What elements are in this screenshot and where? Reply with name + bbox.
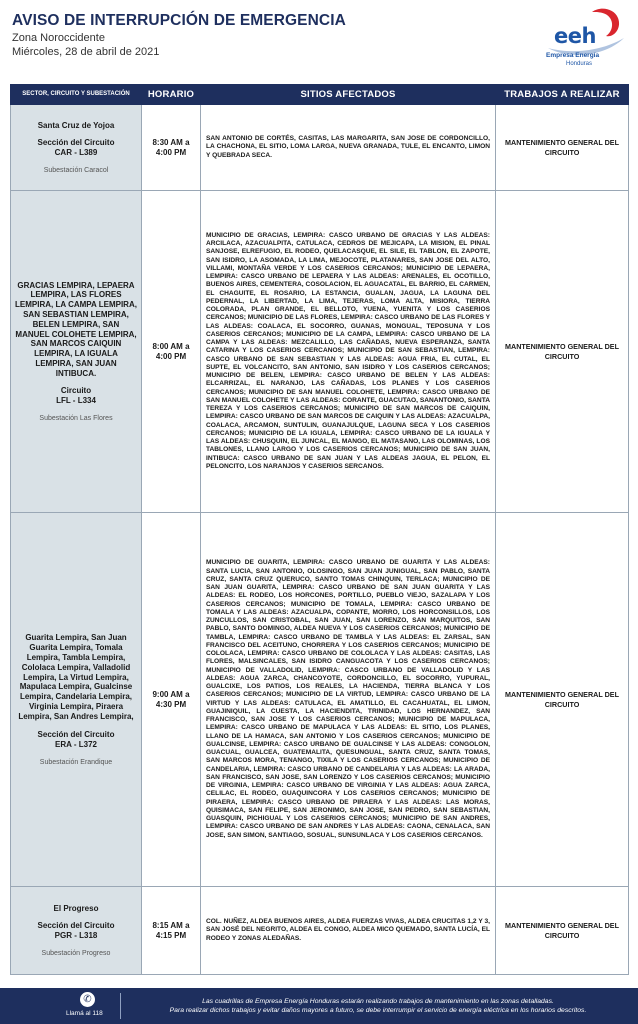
date-label: Miércoles, 28 de abril de 2021 <box>12 46 160 58</box>
schedule-end: 4:15 PM <box>155 930 187 940</box>
table-row <box>11 887 629 975</box>
sector-name: Santa Cruz de Yojoa <box>37 120 115 130</box>
substation-name: Subestación Progreso <box>41 950 111 958</box>
header-sites: SITIOS AFECTADOS <box>201 85 496 105</box>
table-row <box>11 105 629 191</box>
substation-name: Subestación Erandique <box>39 758 113 766</box>
sites-cell: MUNICIPIO DE GUARITA, LEMPIRA: CASCO URBANO DE GUARITA Y LAS ALDEAS: SANTA LUCIA, SAN ANTONIO, OLOSINGO, SAN JUAN JUNIGUAL, SAN PABLO, SANTA CRUZ, SANTA CRUZ QUERUCO, SANTO TOMAS CHINQUIN, TERLACA; MUNICIPIO DE SAN JUAN GUARITA, LEMPIRA: CASCO URBANO DE SAN JUAN GUARITA Y LAS ALDEAS: EL RODEO, LOS HORCONES, PORTILLO, PUEBLO VIEJO, SAZALAPA Y LOS CASERIOS CERCANOS; MUNICIPIO DE TOMALA, LEMPIRA: CASCO URBANO DE TOMALA Y LAS ALDEAS: AZACUALPA, COPANTE, MORRO, LOS HORCONSILLOS, LOS ZUNCULLOS, SAN CRISTOBAL, SAN JUAN, SAN LORENZO, SAN MARQUITOS, SAN PABLO, SANTO DOMINGO, ALDEA NUEVA Y LOS CASERIOS CERCANOS; MUNICIPIO DE TAMBLA, LEMPIRA: CASCO URBANO DE TAMBLA Y LAS ALDEAS: EL ZARSAL, SAN FRANCISCO DEL ACEITUNO, CHORRERA Y LOS CASERIOS CERCANOS; MUNICIPIO DE COLOLACA, LEMPIRA: CASCO URBANO DE COLOLACA Y LAS ALDEAS: CASITAS, LAS FLORES, MALSINCALES, SAN ISIDRO CANGUACOTA Y LOS CASERIOS CERCANOS; MUNICIPIO DE VALLADOLID, LEMPIRA: CASCO URBANO DE VALLADOLID Y LAS ALDEAS: AGUA ZARCA, CHANCOYOTE, CORDONCILLO, EL SOCORRO, YUPURAL, GUALCIXE, LOS PATIOS, LOS REALES, LA HACIENDA, TIERRA BLANCA Y LOS CASERIOS CERCANOS; MUNICIPIO DE LA VIRTUD, LEMPIRA: CASCO URBANO DE LA VIRTUD Y LAS ALDEAS: CATULACA, EL AMATILLO, EL CACAHUATAL, EL LIMON, GUAJINIQUIL, LA CUESTA, LA HACIENDITA, TRINIDAD, LOS HERNANDEZ, SAN FRANCISCO, SAN JOSE Y LOS CASERIOS CERCANOS; MUNICIPIO DE MAPULACA, LEMPIRA: CASCO URBANO DE MAPULACA Y LAS ALDEAS: EL SITIO, LOS PLANES, LLANO DE LA HAMACA, SAN ANTONIO Y LOS CASERIOS CERCANOS; MUNICIPIO DE GUALCINSE, LEMPIRA: CASCO URBANO DE GUALCINSE Y LAS ALDEAS: CONGOLON, GUACUAL, GUALCEA, GUATEMALITA, QUESUNGUAL, SANTA CRUZ, SANTA TOMAS, SAN MARCOS MORA, TENANGO, TIXILA Y LOS CASERIOS CERCANOS; MUNICIPIO DE CANDELARIA, LEMPIRA: CASCO URBANO DE CANDELARIA Y LAS ALDEAS: LA ARADA, SAN FRANCISCO, SAN JOSE, SAN LORENZO Y LOS CASERIOS CERCANOS; MUNICIPIO DE VIRGINIA, LEMPIRA: CASCO URBANO DE VIRGINIA Y LAS ALDEAS: AGUA ZARCA, CELILAC, EL RODEO, GUAQUINCORA Y LOS CASERIOS CERCANOS; MUNICIPIO DE PIRAERA, LEMPIRA: CASCO URBANO DE PIRAERA Y LAS ALDEAS: LAS MORAS, QUISIMACA, SAN FELIPE, SAN JERONIMO, SAN JOSE, SAN PEDRO, SAN SEBASTIAN, GUASQUIN, PICHIGUAL Y LOS CASERIOS CERCANOS; MUNICIPIO DE SAN ANDRES, LEMPIRA: CASCO URBANO DE SAN ANDRES Y LAS ALDEAS: CAONA, CENALACA, SAN JOSE, SAN SIMON, SANTIAGO, SOSUAL, SUNSUNLACA Y LOS CASERIOS CERCANOS. <box>201 513 496 887</box>
schedule-cell <box>142 887 201 975</box>
sites-cell: MUNICIPIO DE GRACIAS, LEMPIRA: CASCO URBANO DE GRACIAS Y LAS ALDEAS: ARCILACA, AZACUALPITA, CATULACA, CEDROS DE MEJICAPA, LA MISION, EL PINAL SANJOSE, ELREFUGIO, EL RODEO, QUELACASQUE, EL SILE, EL TABLON, EL ZAPOTE, SAN ISIDRO, LA ASOMADA, LA LIMA, MEJOCOTE, PLATANARES, SAN JOSE DEL ALTO, VILLAMI, MONTAÑA VERDE Y LOS CASERIOS CERCANOS; MUNICIPIO DE LEPAERA, LEMPIRA: CASCO URBANO DE LEPAERA Y LAS ALDEAS: ARENALES, EL OCOTILLO, BUENOS AIRES, CEMENTERA, COSOLACION, EL AGUACATAL, EL BARRIO, EL CARMEN, EL CHAGUITE, EL ROSARIO, LA ESTANCIA, GUALAN, JAGUA, LA LAGUNA DEL PEDERNAL, LA LIBERTAD, LA LIMA, TEJERAS, LOMA ALTA, MISIORA, TIERRA COLORADA, PLAN GRANDE, EL BELLOTO, YUENA, YUENITA Y LOS CASERIOS CERCANOS; MUNICIPIO DE LAS FLORES, LEMPIRA: CASCO URBANO DE LAS FLORES Y LAS ALDEAS: COALACA, EL SOCORRO, GUANAS, MONGUAL, TEPOSUNA Y LOS CASERIOS CERCANOS; MUNICIPIO DE LA CAMPA, LEMPIRA: CASCO URBANO DE LA CAMPA Y LAS ALDEAS: MEZCALILLO, LAS CAÑADAS, NUEVA ESPERANZA, SANTA CATARINA Y LOS CASERIOS CERCANOS; MUNICIPIO DE SAN SEBASTIAN, LEMPIRA: CASCO URBANO DE SAN SEBASTIAN Y LAS ALDEAS: AGUA FRIA, EL CUTAL, EL SUPTE, EL VOLCANCITO, SAN ANTONIO, SAN ISIDRO Y LOS CASERIOS CERCANOS; MUNICIPIO DE BELEN, LEMPIRA: CASCO URBANO DE BELEN Y LAS ALDEAS: ELCARRIZAL, EL NARANJO, LAS CAÑADAS, LOS PLANES Y LOS CASERIOS CERCANOS; MUNICIPIO DE SAN MANUEL COLOHETE, LEMPIRA: CASCO URBANO DE SAN MANUEL COLOHETE Y LAS ALDEAS: CORANTE, GUACUTAO, SANANTONIO, SANTA TEREZA Y LOS CASERIOS CERCANOS; MUNICIPIO DE SAN MARCOS DE CAIQUIN, LEMPIRA: CASCO URBANO DE SAN MARCOS DE CAIQUIN Y LAS ALDEAS: AZACUALPA, COALACA, ARCAMON, SUNTULIN, GUANAJULQUE, LAGUNA SECA Y LOS CASERIOS CERCANOS; MUNICIPIO DE LA IGUALA, LEMPIRA: CASCO URBANO DE LA IGUALA Y LAS ALDEAS: CHUSQUIN, EL JUNCAL, EL MANGO, EL MATASANO, LAS OLOMINAS, LOS TABLONES, LLANO LARGO Y LOS CASERIOS CERCANOS; MUNICIPIO DE SAN JUAN, INTIBUCA: CASCO URBANO DE SAN JUAN Y LAS ALDEAS JAGUA, EL PELON, EL PELONCITO, LOS NARANJOS Y CASERIOS SERCANOS. <box>201 191 496 513</box>
phone-icon: ✆ <box>80 992 95 1007</box>
sites-cell: SAN ANTONIO DE CORTÉS, CASITAS, LAS MARGARITA, SAN JOSE DE CORDONCILLO, LA CHACHONA, EL SITIO, LOMA LARGA, NUEVA GRANADA, TULE, EL ENCANTO, LIMON Y QUEBRADA SECA. <box>201 105 496 191</box>
circuit-label: Sección del Circuito <box>37 138 115 148</box>
footer-divider <box>120 993 121 1019</box>
sector-cell <box>11 105 142 191</box>
schedule-end: 4:00 PM <box>155 351 187 361</box>
circuit-label: Sección del Circuito <box>37 921 115 931</box>
zone-label: Zona Noroccidente <box>12 32 105 44</box>
page-title: AVISO DE INTERRUPCIÓN DE EMERGENCIA <box>12 12 346 29</box>
footer-line2: Para realizar dichos trabajos y evitar daños mayores a futuro, se debe interrumpir el servicio de energía eléctrica en los horarios descritos. <box>169 1007 587 1014</box>
circuit-code: PGR - L318 <box>54 931 98 941</box>
header-sector: SECTOR, CIRCUITO Y SUBESTACIÓN <box>11 85 142 105</box>
schedule-cell <box>142 105 201 191</box>
eeh-logo <box>540 6 630 72</box>
work-cell: MANTENIMIENTO GENERAL DEL CIRCUITO <box>496 105 629 191</box>
table-row <box>11 513 629 887</box>
sector-name: El Progreso <box>53 903 99 913</box>
schedule-start: 9:00 AM a <box>152 689 190 699</box>
table-row <box>11 191 629 513</box>
sector-cell <box>11 887 142 975</box>
schedule-end: 4:00 PM <box>155 147 187 157</box>
interruption-table <box>10 84 629 975</box>
work-cell: MANTENIMIENTO GENERAL DEL CIRCUITO <box>496 191 629 513</box>
sector-cell <box>11 191 142 513</box>
logo-line1: Empresa Energía <box>546 52 600 59</box>
schedule-end: 4:30 PM <box>155 699 187 709</box>
work-cell: MANTENIMIENTO GENERAL DEL CIRCUITO <box>496 513 629 887</box>
schedule-start: 8:15 AM a <box>152 920 190 930</box>
circuit-code: LFL - L334 <box>56 396 96 406</box>
circuit-label: Sección del Circuito <box>37 729 115 739</box>
schedule-cell <box>142 191 201 513</box>
footer-line1: Las cuadrillas de Empresa Energía Honduras estarán realizando trabajos de mantenimiento en las zonas detalladas. <box>202 998 554 1005</box>
call-118-label: Llamá al 118 <box>66 1010 103 1017</box>
header-schedule: HORARIO <box>142 85 201 105</box>
substation-name: Subestación Caracol <box>43 167 109 175</box>
footer <box>0 988 638 1024</box>
work-cell: MANTENIMIENTO GENERAL DEL CIRCUITO <box>496 887 629 975</box>
circuit-code: CAR - L389 <box>54 148 98 158</box>
footer-notice <box>128 997 628 1015</box>
table-header-row <box>11 85 629 105</box>
header <box>0 0 638 80</box>
circuit-label: Circuito <box>60 386 92 396</box>
logo-text: eeh <box>554 24 596 48</box>
sector-cell <box>11 513 142 887</box>
schedule-cell <box>142 513 201 887</box>
sector-name: Guarita Lempira, San Juan Guarita Lempira, Tomala Lempira, Tambla Lempira, Cololaca Lempira, Valladolid Lempira, La Virtud Lempira, Mapulaca Lempira, Gualcinse Lempira, Candelaria Lempira, Virginia Lempira, Piraera Lempira, San Andres Lempira, <box>18 633 134 721</box>
substation-name: Subestación Las Flores <box>39 415 113 423</box>
logo-line2: Honduras <box>566 61 593 67</box>
sector-name: GRACIAS LEMPIRA, LEPAERA LEMPIRA, LAS FLORES LEMPIRA, LA CAMPA LEMPIRA, SAN SEBASTIAN LEMPIRA, BELEN LEMPIRA, SAN MANUEL COLOHETE LEMPIRA, SAN MARCOS CAIQUIN LEMPIRA, LA IGUALA LEMPIRA, SAN JUAN INTIBUCA. <box>15 280 137 378</box>
circuit-code: ERA - L372 <box>55 739 97 749</box>
header-work: TRABAJOS A REALIZAR <box>496 85 629 105</box>
sites-cell: COL. NUÑEZ, ALDEA BUENOS AIRES, ALDEA FUERZAS VIVAS, ALDEA CRUCITAS 1,2 Y 3, SAN JOSÉ DEL NEGRITO, ALDEA EL CONGO, ALDEA MICO QUEMADO, SANTA LUCÍA, EL RODEO Y ZONAS ALEDAÑAS. <box>201 887 496 975</box>
schedule-start: 8:00 AM a <box>152 341 190 351</box>
schedule-start: 8:30 AM a <box>152 137 190 147</box>
